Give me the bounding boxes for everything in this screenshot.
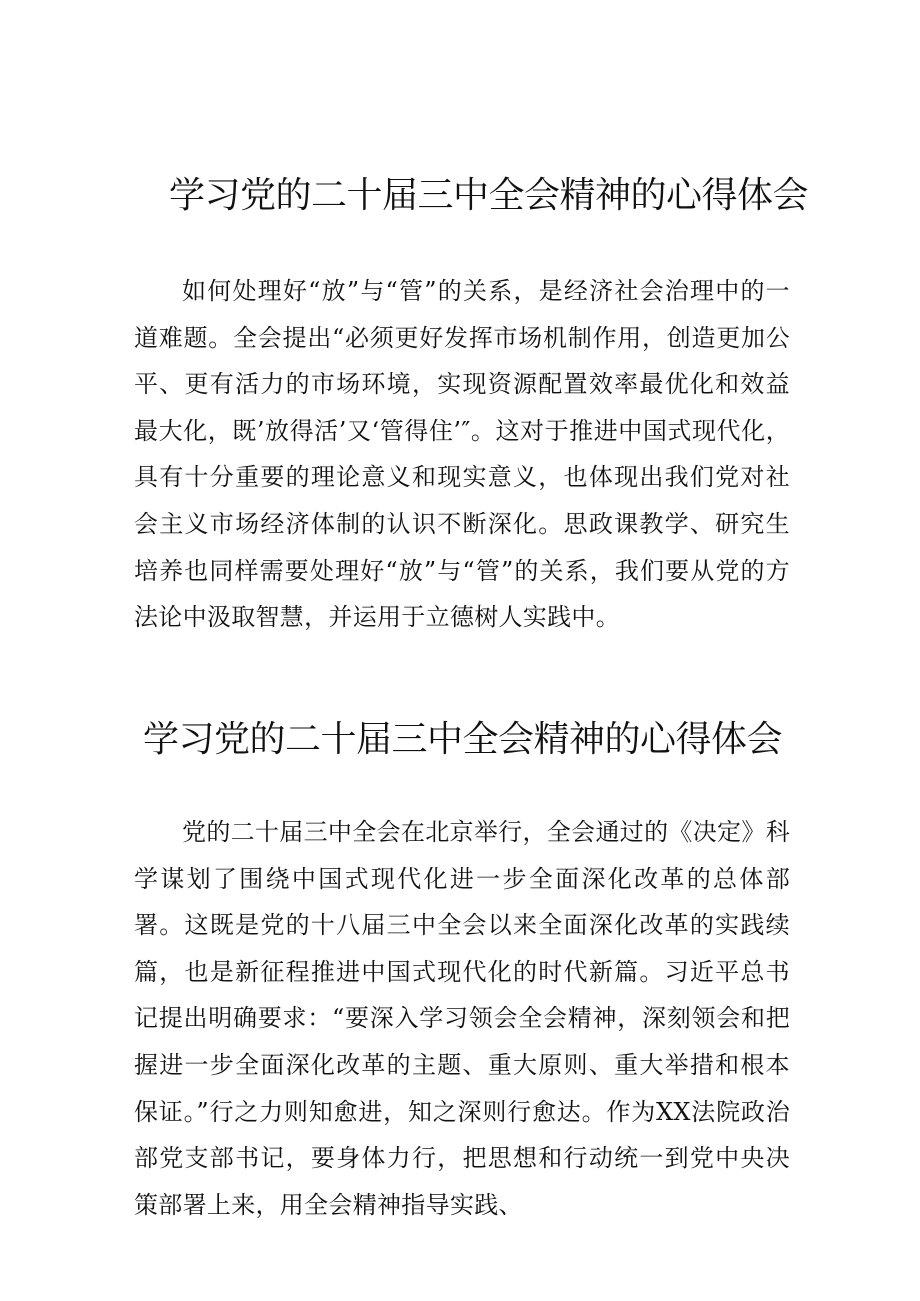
- section-2-body: 党的二十届三中全会在北京举行，全会通过的《决定》科学谋划了围绕中国式现代化进一步全面深化改革的总体部署。这既是党的十八届三中全会以来全面深化改革的实践续篇，也是新征程推进中国式现代化的时代新篇。习近平总书记提出明确要求：“要深入学习领会全会精神，深刻领会和把握进一步全面深化改革的主题、重大原则、重大举措和根本保证。”行之力则知愈进，知之深则行愈达。作为XX法院政治部党支部书记，要身体力行，把思想和行动统一到党中央决策部署上来，用全会精神指导实践、: [134, 818, 790, 1219]
- section-2-title: 学习党的二十届三中全会精神的心得体会: [143, 719, 783, 760]
- section-1-body: 如何处理好“放”与“管”的关系，是经济社会治理中的一道难题。全会提出“必须更好发挥市场机制作用，创造更加公平、更有活力的市场环境，实现资源配置效率最优化和效益最大化，既’放得活’又‘管得住’″。这对于推进中国式现代化，具有十分重要的理论意义和现实意义，也体现出我们党对社会主义市场经济体制的认识不断深化。思政课教学、研究生培养也同样需要处理好“放”与“管”的关系，我们要从党的方法论中汲取智慧，并运用于立德树人实践中。: [134, 277, 790, 632]
- section-1-title: 学习党的二十届三中全会精神的心得体会: [169, 175, 809, 216]
